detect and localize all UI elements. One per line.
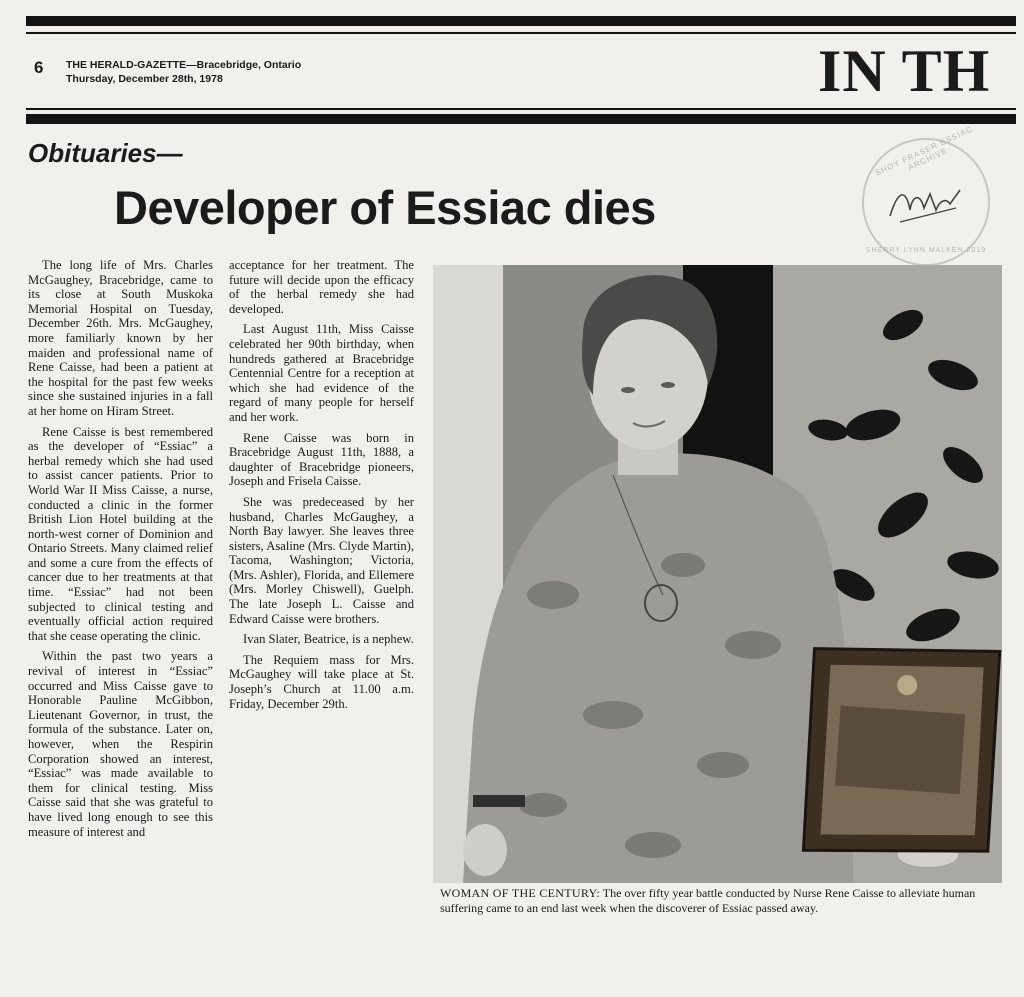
photo-woman-with-plaque bbox=[433, 265, 1002, 883]
paragraph: Rene Caisse was born in Bracebridge August 11th, 1888, a daughter of Bracebridge pioneers, Joseph and Frisela Caisse. bbox=[229, 430, 414, 489]
paper-name: THE HERALD-GAZETTE— bbox=[66, 59, 197, 71]
page-number: 6 bbox=[34, 58, 44, 77]
paragraph: Within the past two years a revival of interest in “Essiac” occurred and Miss Caisse gave to Honorable Pauline McGibbon, Lieutenant Governor, in trust, the formula of the substance. Later on, however, when the Respirin Corporation showed an interest, “Essiac” was made available to them for clinical testing. Miss Caisse said that she was grateful to have lived long enough to see this measure of interest and bbox=[28, 649, 213, 839]
stamp-ring-text: SHOY FRASER ESSIAC ARCHIVE bbox=[873, 124, 975, 178]
article-column-2 bbox=[229, 258, 414, 717]
mid-thin-rule bbox=[26, 108, 1016, 110]
place: Bracebridge, Ontario bbox=[196, 59, 302, 71]
archive-stamp bbox=[862, 124, 990, 266]
corner-heading: IN TH bbox=[818, 38, 991, 104]
paragraph: She was predeceased by her husband, Charles McGaughey, a North Bay lawyer. She leaves three sisters, Asaline (Mrs. Clyde Martin), Tacoma, Washington; Victoria, (Mrs. Ashler), Florida, and Ellemere (Mrs. Morley Chiswell), Guelph. The late Joseph L. Caisse and Edward Caisse were brothers. bbox=[229, 494, 414, 626]
masthead bbox=[66, 58, 301, 86]
top-rule bbox=[26, 16, 1016, 26]
paragraph: The long life of Mrs. Charles McGaughey, Bracebridge, came to its close at South Muskoka Memorial Hospital on Tuesday, December 26th. Mrs. McGaughey, more familiarly known by her maiden and professional name of Rene Caisse, had been a patient at the hospital for the past few weeks since she sustained injuries in a fall at her home on Hiram Street. bbox=[28, 258, 213, 418]
signature-icon bbox=[886, 180, 966, 230]
paragraph: The Requiem mass for Mrs. McGaughey will take place at St. Joseph’s Church at 11.00 a.m. Friday, December 29th. bbox=[229, 652, 414, 711]
caption-lead: WOMAN OF THE CENTURY: bbox=[440, 886, 600, 900]
photo-caption bbox=[440, 886, 996, 916]
article-column-1 bbox=[28, 258, 213, 845]
mid-rule bbox=[26, 114, 1016, 124]
paragraph: Last August 11th, Miss Caisse celebrated her 90th birthday, when hundreds gathered at Bracebridge Centennial Centre for a reception at which she had evidence of the regard of many people for herself and her work. bbox=[229, 322, 414, 424]
caption-text: The over fifty year battle conducted by Nurse Rene Caisse to alleviate human suffering came to an end last week when the discoverer of Essiac passed away. bbox=[440, 886, 976, 915]
issue-date: Thursday, December 28th, 1978 bbox=[66, 73, 223, 85]
paragraph: Ivan Slater, Beatrice, is a nephew. bbox=[243, 632, 414, 647]
paragraph: acceptance for her treatment. The future will decide upon the efficacy of the herbal remedy she had developed. bbox=[229, 258, 414, 316]
stamp-sub-text: SHERRY LYNN MALKEN 2019 bbox=[865, 247, 987, 254]
paragraph: Rene Caisse is best remembered as the developer of “Essiac” a herbal remedy which she had used to assist cancer patients. Prior to World War II Miss Caisse, a nurse, conducted a clinic in the former British Lion Hotel building at the north-west corner of Dominion and Ontario Streets. Many claimed relief and some a cure from the effects of cancer due to her treatments at that time. “Essiac” had not been subjected to clinical testing and eventually official action required that she cease operating the clinic. bbox=[28, 424, 213, 643]
top-thin-rule bbox=[26, 32, 1016, 34]
headline: Developer of Essiac dies bbox=[114, 181, 656, 234]
section-label: Obituaries— bbox=[28, 138, 183, 168]
